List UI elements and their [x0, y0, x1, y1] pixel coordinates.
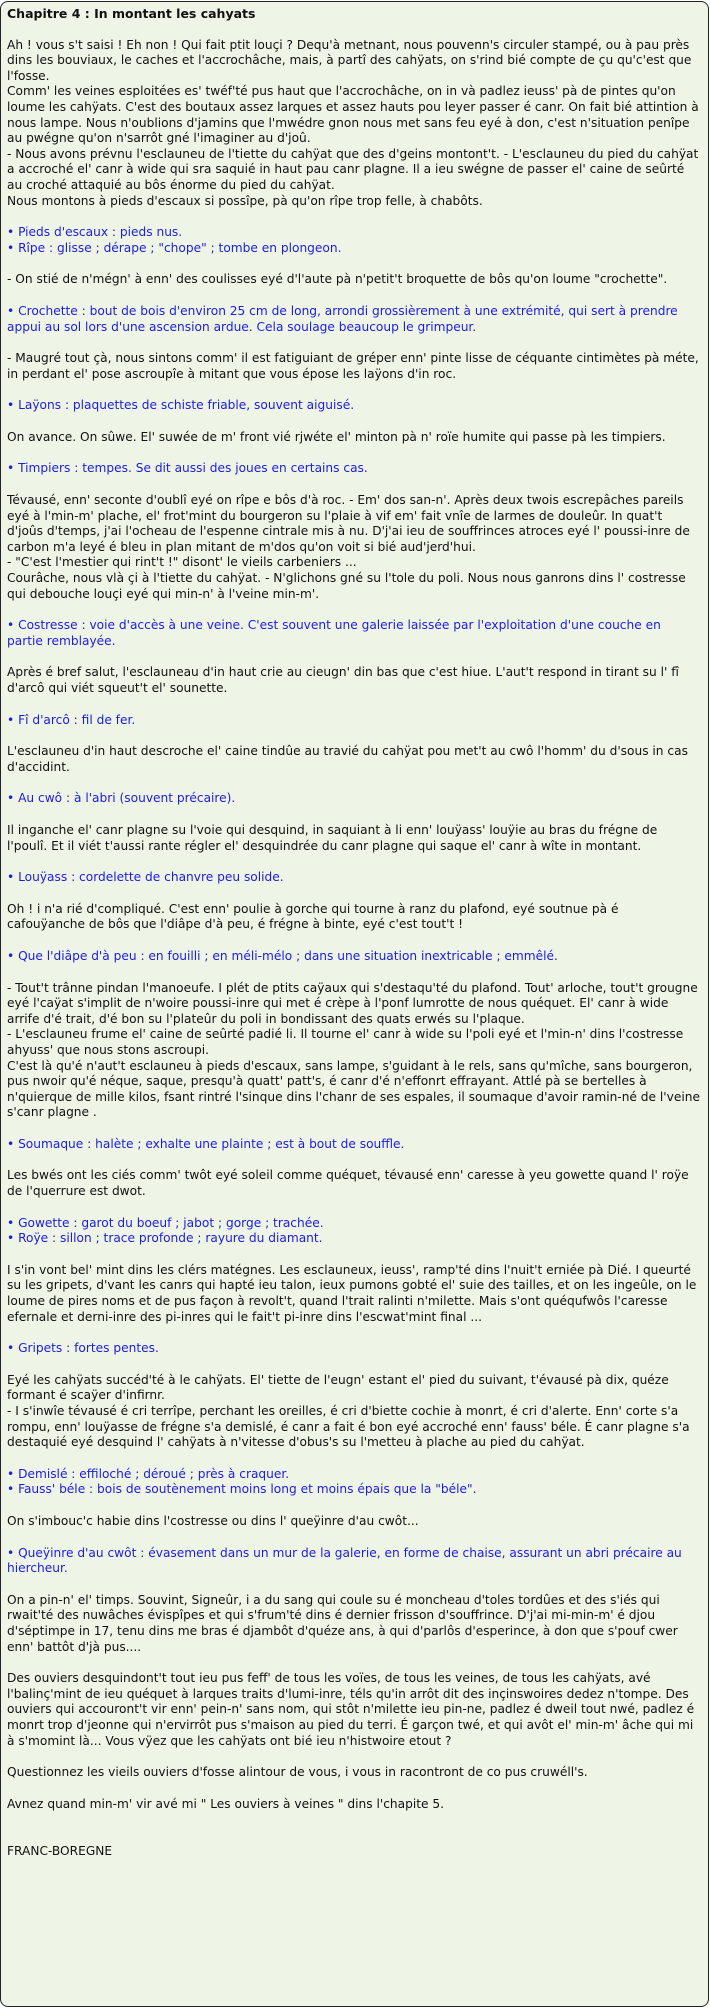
- glossary-entry: • Queÿinre d'au cwôt : évasement dans un mur de la galerie, en forme de chaise, assurant un abri précaire au hiercheur.: [7, 1545, 682, 1576]
- glossary-entry: • Rîpe : glisse ; dérape ; "chope" ; tombe en plongeon.: [7, 240, 342, 255]
- glossary-note: [7, 618, 700, 649]
- story-paragraph: [7, 272, 700, 288]
- story-paragraph: [7, 981, 700, 1121]
- glossary-entry: • Roÿe : sillon ; trace profonde ; rayure du diamant.: [7, 1231, 323, 1246]
- paragraph-line: C'est là qu'é n'aut't esclauneu à pieds d'escaux, sans lampe, s'guidant à le rels, sans qu'mîche, sans bourgeron, pus nwoir qu'é néque, saque, presqu'à quatt' patt's, é canr d'é n'effonrt effrayant. Attlé pà se bertelles à n'quierque de mille kilos, fsant rintré l'sinque dins l'chanr de ses espales, il soumaque d'avoir ramin-né de l'veine s'canr plagne .: [7, 1058, 700, 1120]
- glossary-note: [7, 398, 700, 414]
- chapter-panel: [0, 1, 709, 2007]
- glossary-note: [7, 1546, 700, 1577]
- story-paragraph: [7, 1168, 700, 1199]
- story-paragraph: [7, 1765, 700, 1781]
- glossary-entry: • Laÿons : plaquettes de schiste friable, souvent aiguisé.: [7, 398, 355, 413]
- story-paragraph: [7, 744, 700, 775]
- author-signature: FRANC-BOREGNE: [7, 1844, 113, 1859]
- glossary-note: [7, 949, 700, 965]
- story-paragraph: [7, 1373, 700, 1451]
- chapter-content: [7, 38, 700, 1813]
- story-paragraph: [7, 1514, 700, 1530]
- paragraph-line: Des ouviers desquindont't tout ieu pus feff' de tous les voïes, de tous les veines, de tous les cahÿats, avé l'balinç'mint de ieu quéquet à larques traits d'lumi-inre, téls qu'in arrôt dit des inçinswoires dedez n'tompe. Des ouviers qui accouront't vir enn' pein-n' sans nom, qui stôt n'milette ieu pin-ne, padlez é dweil tout nwé, padlez é monrt trop d'jeonne qui n'ervirrôt pus s'maison au pied du terri. É garçon twé, et qui avôt el' min-m' âche qui mi à s'momint là... Vous vÿez que les cahÿats ont bié ieu n'histwoire etout ?: [7, 1671, 695, 1748]
- story-paragraph: [7, 902, 700, 933]
- glossary-note: [7, 304, 700, 335]
- paragraph-line: I s'in vont bel' mint dins les clérs matégnes. Les esclauneux, ieuss', ramp'té dins l'nuit't erniée pà Dié. I queurté su les gripets, d'vant les canrs qui hapté ieu talon, ieux pumons gobté el' suie des tailles, et on les ingeûle, on le loume de pires noms et de pus façon à revolt't, quand l'trait ralinti n'milette. Mais s'ont quéqufwôs l'caresse efernale et derni-inre des pi-inres qui le fait't pi-inre dins l'escwat'mint final ...: [7, 1262, 697, 1324]
- story-paragraph: [7, 1593, 700, 1655]
- story-paragraph: [7, 823, 700, 854]
- glossary-note: [7, 461, 700, 477]
- paragraph-line: Eyé les cahÿats succéd'té à le cahÿats. El' tiette de l'eugn' estant el' pied du suivant, t'évausé pà dix, quéze formant é scaÿer d'infirnr.: [7, 1372, 669, 1403]
- glossary-entry: • Louÿass : cordelette de chanvre peu solide.: [7, 870, 284, 885]
- paragraph-line: On a pin-n' el' timps. Souvint, Signeûr, i a du sang qui coule su é moncheau d'toles tordûes et des s'iés qui rwait'té des nuwâches évispîpes et qui s'frum'té dins é dernier frisson d'souffrince. D'j'ai mi-min-m' é djou d'séptimpe in 17, tenu dins me bras é djambôt d'quéze ans, à qui d'parlôs d'esperince, à don que s'pouf cwer enn' battôt d'jà pus....: [7, 1592, 678, 1654]
- paragraph-line: Ah ! vous s't saisi ! Eh non ! Qui fait ptit louçi ? Dequ'à metnant, nous pouvenn's circuler stampé, ou à pau près dins les bouviaux, le caches et l'accrochâche, mais, à partî des cahÿats, on s'rind bié compte de çu qu'c'est que l'fosse.: [7, 37, 692, 83]
- glossary-entry: • Gowette : garot du boeuf ; jabot ; gorge ; trachée.: [7, 1215, 324, 1230]
- story-paragraph: [7, 493, 700, 602]
- glossary-note: [7, 225, 700, 256]
- paragraph-line: On avance. On sûwe. El' suwée de m' front vié rjwéte el' minton pà n' roïe humite qui passe pà les timpiers.: [7, 429, 666, 444]
- paragraph-line: - On stié de n'mégn' à enn' des coulisses eyé d'l'aute pà n'petit't broquette de bôs qu'on loume "crochette".: [7, 272, 668, 287]
- story-paragraph: [7, 1797, 700, 1813]
- story-paragraph: [7, 665, 700, 696]
- glossary-entry: • Fauss' béle : bois de soutènement moins long et moins épais que la "béle".: [7, 1482, 477, 1497]
- story-paragraph: [7, 38, 700, 210]
- glossary-note: [7, 870, 700, 886]
- paragraph-line: - L'esclauneu frume el' caine de seûrté padié li. Il tourne el' canr à wide su l'poli eyé et l'min-n' dins l'costresse ahyuss' que nous stons ascroupi.: [7, 1027, 684, 1057]
- glossary-entry: • Crochette : bout de bois d'environ 25 cm de long, arrondi grossièrement à une extrémité, qui sert à prendre appui au sol lors d'une ascension ardue. Cela soulage beaucoup le grimpeur.: [7, 303, 678, 334]
- glossary-note: [7, 791, 700, 807]
- paragraph-line: Nous montons à pieds d'escaux si possîpe, pà qu'on rîpe trop felle, à chabôts.: [7, 193, 483, 208]
- glossary-entry: • Gripets : fortes pentes.: [7, 1341, 159, 1356]
- story-paragraph: [7, 1671, 700, 1749]
- paragraph-line: Il inganche el' canr plagne su l'voie qui desquind, in saquiant à li enn' louÿass' louÿie au bras du frégne de l'poulî. Et il viét t'aussi rante régler el' desquindrée du canr plagne qui saque el' canr à wîte in montant.: [7, 822, 658, 853]
- glossary-entry: • Costresse : voie d'accès à une veine. C'est souvent une galerie laissée par l'exploitation d'une couche en partie remblayée.: [7, 618, 661, 648]
- glossary-entry: • Au cwô : à l'abri (souvent précaire).: [7, 791, 236, 806]
- paragraph-line: - Maugré tout çà, nous sintons comm' il est fatiguiant de gréper enn' pinte lisse de céquante cintimètes pà méte, in perdant el' pose ascroupîe à mitant que vous épose les laÿons d'in roc.: [7, 351, 699, 381]
- story-paragraph: [7, 351, 700, 382]
- paragraph-line: Tévausé, enn' seconte d'oublî eyé on rîpe e bôs d'à roc. - Em' dos san-n'. Après deux twois escrepâches pareils eyé à l'min-m' plache, el' frot'mint du bourgeron su l'plaie à vif em' fait vnîe de larmes de douleûr. In quat't d'joûs d'temps, j'ai l'ocheau de l'espenne cintrale mis à nu. D'j'ai ieu de souffrinces atroces eyé l' poussi-inre de carbon m'a leyé é bleu in plan mitant de m'dos qu'on voit si bié aud'jerd'hui.: [7, 493, 690, 554]
- glossary-note: [7, 1137, 700, 1153]
- glossary-note: [7, 713, 700, 729]
- paragraph-line: Avnez quand min-m' vir avé mi " Les ouviers à veines " dins l'chapite 5.: [7, 1796, 444, 1811]
- paragraph-line: Les bwés ont les ciés comm' twôt eyé soleil comme quéquet, tévausé enn' caresse à yeu gowette quand l' roÿe de l'querrure est dwot.: [7, 1168, 689, 1199]
- glossary-entry: • Soumaque : halète ; exhalte une plainte ; est à bout de souffle.: [7, 1136, 405, 1151]
- paragraph-line: L'esclauneu d'in haut descroche el' caine tindûe au travié du cahÿat pou met't au cwô l'homm' du d'sous in cas d'accidint.: [7, 744, 688, 774]
- story-paragraph: [7, 430, 700, 446]
- paragraph-line: - "C'est l'mestier qui rint't !" disont' le vieils carbeniers ...: [7, 555, 357, 570]
- glossary-entry: • Pieds d'escaux : pieds nus.: [7, 225, 183, 240]
- glossary-note: [7, 1341, 700, 1357]
- chapter-title: Chapitre 4 : In montant les cahyats: [7, 6, 256, 21]
- glossary-entry: • Timpiers : tempes. Se dit aussi des joues en certains cas.: [7, 461, 368, 476]
- paragraph-line: Oh ! i n'a rié d'compliqué. C'est enn' poulie à gorche qui tourne à ranz du plafond, eyé soutnue pà é cafouÿanche de bôs que l'diâpe d'à peu, é frégne à binte, eyé c'est tout't !: [7, 901, 619, 932]
- paragraph-line: Questionnez les vieils ouviers d'fosse alintour de vous, i vous in racontront de co pus cruwéll's.: [7, 1765, 588, 1780]
- paragraph-line: Comm' les veines esploitées es' twéf'té pus haut que l'accrochâche, on in và padlez ieuss' pà de pintes qu'on loume les cahÿats. C'est des boutaux assez larques et assez hauts pou leyer passer é canr. On fait bié attintion à nous lampe. Nous n'oublions d'jamins que l'mwédre gnon nous met sans feu eyé à don, c'est n'situation penîpe au pwégne qu'on n'sarrôt gné l'imaginer au d'joû.: [7, 84, 699, 146]
- glossary-note: [7, 1467, 700, 1498]
- paragraph-line: Après é bref salut, l'esclauneau d'in haut crie au cieugn' din bas que c'est hiue. L'aut't respond in tirant su l' fî d'arcô qui viét squeut't el' sounette.: [7, 665, 679, 695]
- glossary-note: [7, 1216, 700, 1247]
- glossary-entry: • Que l'diâpe d'à peu : en fouilli ; en méli-mélo ; dans une situation inextricable ; emmêlé.: [7, 948, 558, 963]
- paragraph-line: Courâche, nous vlà çi à l'tiette du cahÿat. - N'glichons gné su l'tole du poli. Nous nous ganrons dins l' costresse qui debouche louçi eyé qui min-n' à l'veine min-m'.: [7, 571, 686, 601]
- paragraph-line: - Nous avons prévnu l'esclauneu de l'tiette du cahÿat que des d'geins montont't. - L'esclauneu du pied du cahÿat a accroché el' canr à wide qui sra saquié in haut pau canr plagne. Il a ieu swégne de passer el' caine de seûrté au croché attaquié au bôs énorme du pied du cahÿat.: [7, 146, 699, 192]
- glossary-entry: • Demislé : effiloché ; déroué ; près à craquer.: [7, 1466, 290, 1481]
- paragraph-line: - I s'inwîe tévausé é cri terrîpe, perchant les oreilles, é cri d'biette cochie à monrt, é cri d'alerte. Enn' corte s'a rompu, enn' louÿasse de frégne s'a demislé, é canr a fait é bon eyé accroché enn' fauss' béle. É canr plagne s'a destaquié eyé desquind l' cahÿats à n'vitesse d'obus's su l'metteu à plache au pied du cahÿat.: [7, 1404, 690, 1450]
- paragraph-line: - Tout't trânne pindan l'manoeufe. I plét de ptits caÿaux qui s'destaqu'té du plafond. Tout' arloche, tout't grougne eyé l'caÿat s'implit de n'woire poussi-inre qui met é crèpe à l'ponf lumrotte de nous quéquet. El' canr à wide arrife d'é trait, d'é bon su l'plateûr du poli in bondissant des quats erwés su l'plaque.: [7, 980, 698, 1026]
- story-paragraph: [7, 1263, 700, 1325]
- paragraph-line: On s'imbouc'c habie dins l'costresse ou dins l' queÿinre d'au cwôt...: [7, 1513, 419, 1528]
- glossary-entry: • Fî d'arcô : fil de fer.: [7, 712, 136, 727]
